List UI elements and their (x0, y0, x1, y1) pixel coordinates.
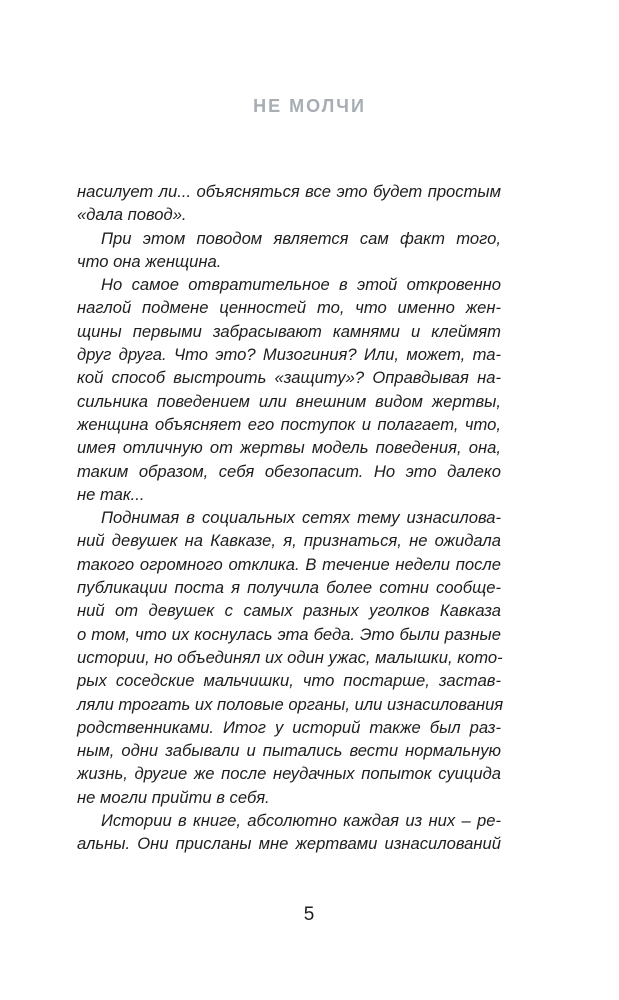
text-line: альны. Они присланы мне жертвами изнасилований (77, 834, 501, 854)
text-line: таким образом, себя обезопасит. Но это далеко (77, 461, 501, 481)
text-line: имея отличную от жертвы модель поведения, она, (77, 438, 501, 458)
text-line: ным, одни забывали и пытались вести нормальную (77, 741, 501, 761)
page-number: 5 (303, 904, 315, 925)
text-line: такого огромного отклика. В течение недели после (77, 554, 501, 574)
text-line: что она женщина. (77, 251, 222, 271)
text-line: ляли трогать их половые органы, или изнасилования (77, 694, 504, 714)
text-line: Но самое отвратительное в этой откровенно (101, 275, 501, 295)
text-line: сильника поведением или внешним видом жертвы, (77, 391, 501, 411)
text-line: Истории в книге, абсолютно каждая из них – ре- (101, 811, 501, 831)
text-line: истории, но объединял их один ужас, малышки, кото- (77, 647, 503, 667)
text-line: насилует ли... объясняться все это будет простым (77, 182, 501, 201)
text-line: друг друга. Что это? Мизогиния? Или, может, та- (77, 345, 501, 365)
text-line: родственниками. Итог у историй также был раз- (77, 717, 501, 737)
text-line: кой способ выстроить «защиту»? Оправдывая на- (77, 368, 501, 388)
text-line: женщина объясняет его поступок и полагает, что, (77, 414, 501, 434)
text-line: жизнь, другие же после неудачных попыток суицида (77, 764, 501, 784)
text-line: ний от девушек с самых разных уголков Кавказа (77, 601, 501, 621)
text-line: щины первыми забрасывают камнями и клеймят (77, 321, 501, 341)
text-line: Поднимая в социальных сетях тему изнасилова- (101, 508, 501, 528)
page-number-area (0, 904, 579, 926)
text-line: не так... (77, 484, 145, 504)
text-line: рых соседские мальчишки, что постарше, застав- (77, 671, 501, 691)
running-title: НЕ МОЛЧИ (253, 96, 366, 116)
text-line: ний девушек на Кавказе, я, признаться, не ожидала (77, 531, 501, 551)
text-line: о том, что их коснулась эта беда. Это были разные (77, 624, 501, 644)
text-line: «дала повод». (77, 205, 187, 225)
body-text (77, 180, 504, 856)
text-line: не могли прийти в себя. (77, 787, 270, 807)
text-line: наглой подмене ценностей то, что именно жен- (77, 298, 501, 318)
text-line: публикации поста я получила более сотни сообще- (77, 578, 501, 598)
text-line: При этом поводом является сам факт того, (101, 228, 501, 248)
